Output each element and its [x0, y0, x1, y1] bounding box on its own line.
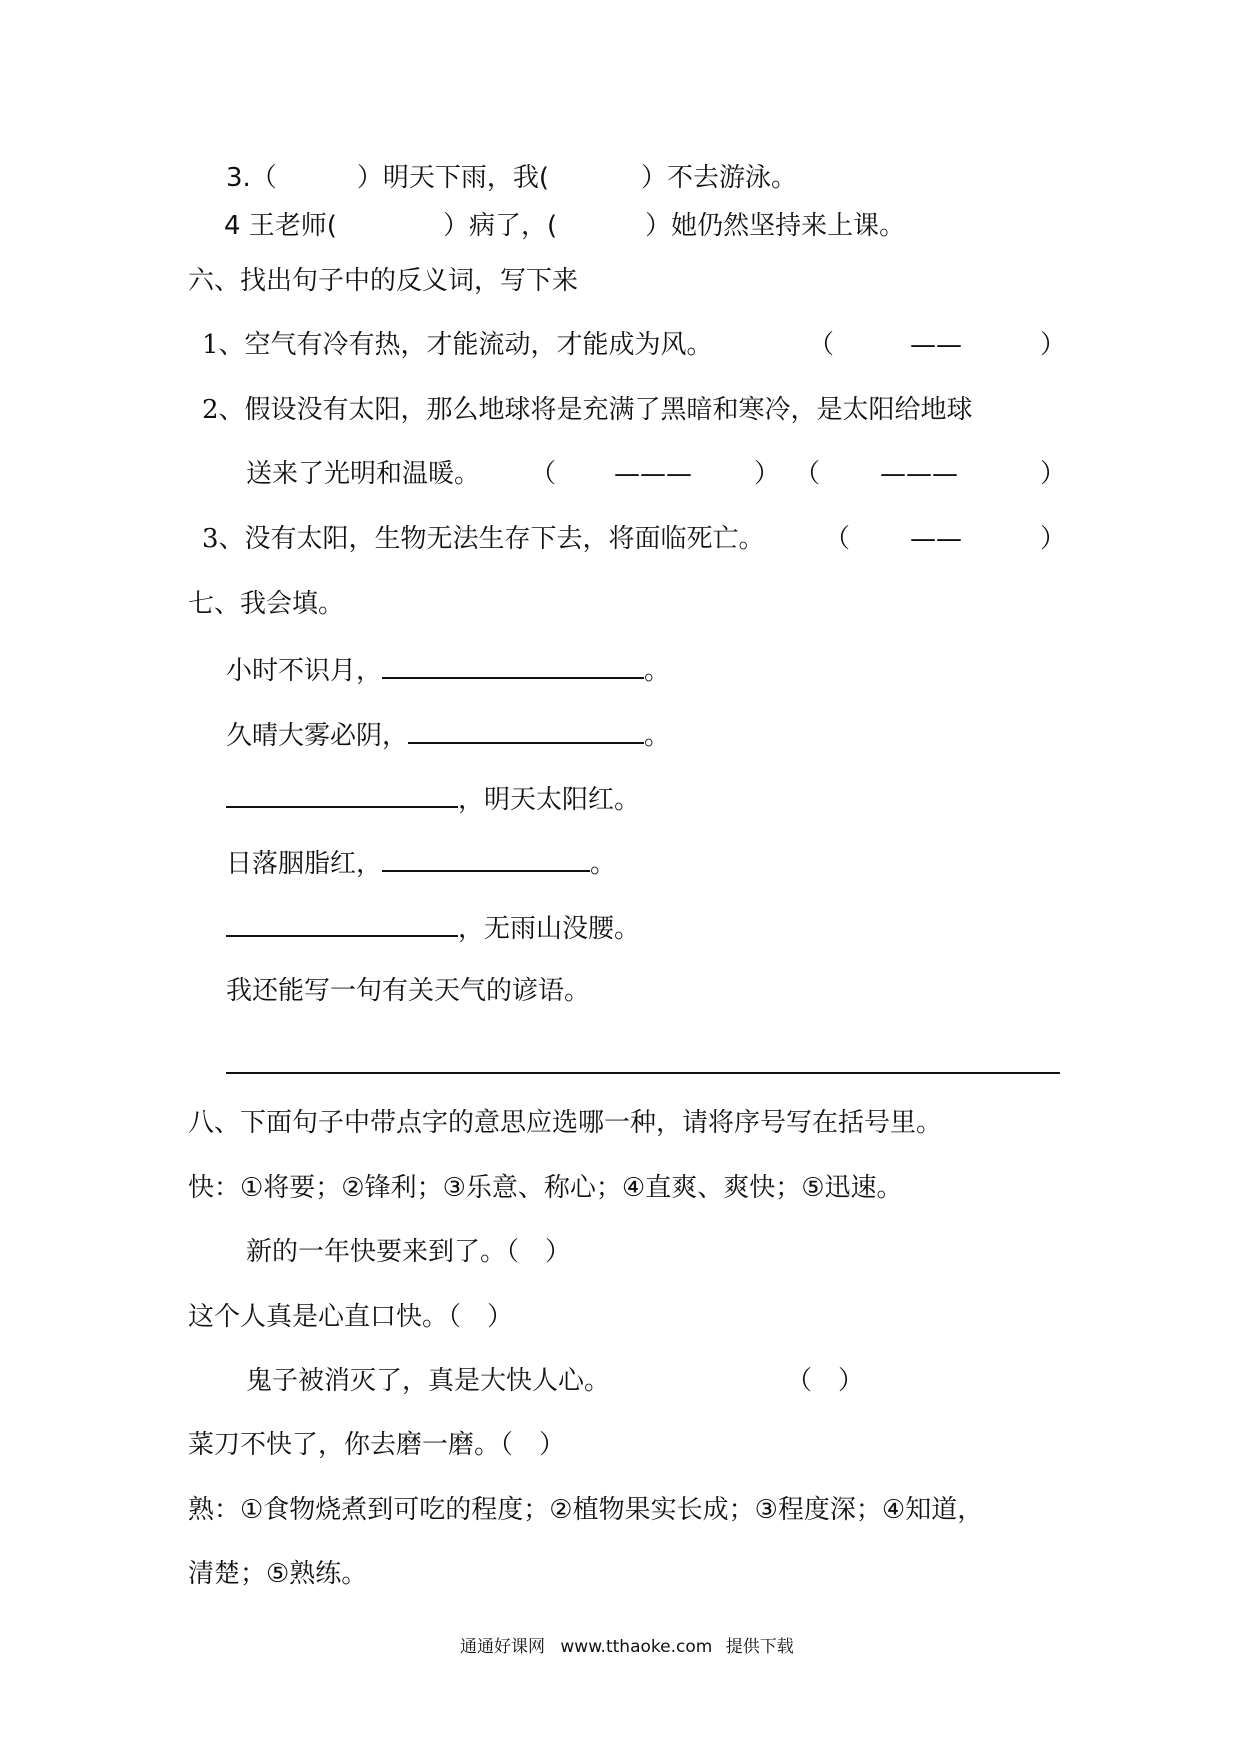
conj-item-3-a: 3.（ [226, 163, 277, 193]
proverb-line-1-blank[interactable] [382, 651, 644, 679]
footer-url[interactable]: www.tthaoke.com [560, 1637, 713, 1657]
kuai-sentence-2: 这个人真是心直口快。（ ） [188, 1302, 514, 1332]
section-7-heading: 七、我会填。 [188, 589, 345, 619]
proverb-line-4-pre: 日落胭脂红， [226, 849, 383, 879]
proverb-line-4 [226, 844, 616, 881]
antonym-item-2-close2: ） [1040, 459, 1067, 489]
proverb-line-4-blank[interactable] [382, 844, 590, 872]
antonym-item-1-close: ） [1040, 330, 1067, 360]
footer-tail: 提供下载 [725, 1637, 794, 1657]
antonym-item-2-line1: 2、假设没有太阳，那么地球将是充满了黑暗和寒冷，是太阳给地球 [202, 395, 973, 425]
conj-item-3 [226, 161, 797, 195]
proverb-line-1-post: 。 [644, 656, 671, 686]
antonym-item-2-line2: 送来了光明和温暖。 [246, 459, 481, 489]
proverb-line-4-post: 。 [590, 849, 617, 879]
antonym-item-2-close1: ） [754, 459, 781, 489]
section-8-heading: 八、下面句子中带点字的意思应选哪一种，请将序号写在括号里。 [188, 1108, 943, 1138]
proverb-line-1 [226, 651, 670, 688]
antonym-item-1-dash: —— [910, 330, 962, 360]
conj-item-4-b: ）病了，( [442, 211, 558, 241]
antonym-item-3-open: （ [824, 524, 851, 554]
kuai-sentence-4: 菜刀不快了，你去磨一磨。（ ） [188, 1430, 566, 1460]
antonym-item-3-close: ） [1040, 524, 1067, 554]
antonym-item-2-dash1: ——— [614, 459, 692, 489]
antonym-item-2-open1: （ [530, 459, 557, 489]
proverb-line-5 [226, 909, 640, 946]
conj-item-3-b: ）明天下雨，我( [356, 163, 549, 193]
proverb-prompt: 我还能写一句有关天气的谚语。 [226, 976, 591, 1006]
antonym-item-3: 3、没有太阳，生物无法生存下去，将面临死亡。 [202, 524, 765, 554]
footer-site: 通通好课网 [460, 1637, 545, 1657]
antonym-item-3-dash: —— [910, 524, 962, 554]
conj-item-4-c: ）她仍然坚持来上课。 [645, 211, 906, 241]
footer [460, 1632, 794, 1657]
shu-definitions-line1: 熟：①食物烧煮到可吃的程度；②植物果实长成；③程度深；④知道， [188, 1495, 984, 1525]
proverb-line-3-post: ，明天太阳红。 [458, 785, 641, 815]
conj-item-4-a: 4 王老师( [224, 211, 337, 241]
kuai-sentence-3: 鬼子被消灭了，真是大快人心。 [246, 1366, 611, 1396]
proverb-line-5-post: ，无雨山没腰。 [458, 914, 641, 944]
conj-item-3-c: ）不去游泳。 [640, 163, 797, 193]
proverb-line-1-pre: 小时不识月， [226, 656, 383, 686]
kuai-sentence-1: 新的一年快要来到了。（ ） [246, 1237, 572, 1267]
shu-definitions-line2: 清楚；⑤熟练。 [188, 1559, 368, 1589]
proverb-line-2-blank[interactable] [408, 716, 644, 744]
proverb-line-2-post: 。 [644, 721, 671, 751]
kuai-definitions: 快：①将要；②锋利；③乐意、称心；④直爽、爽快；⑤迅速。 [188, 1173, 903, 1203]
antonym-item-2-open2: （ [794, 459, 821, 489]
conj-item-4 [224, 209, 905, 243]
section-6-heading: 六、找出句子中的反义词，写下来 [188, 266, 579, 296]
proverb-answer-line[interactable] [226, 1072, 1060, 1074]
antonym-item-1-open: （ [808, 330, 835, 360]
proverb-line-3 [226, 780, 640, 817]
proverb-line-3-blank[interactable] [226, 780, 458, 808]
proverb-line-2-pre: 久晴大雾必阴， [226, 721, 409, 751]
antonym-item-1: 1、空气有冷有热，才能流动，才能成为风。 [202, 330, 713, 360]
kuai-sentence-3-paren: （ ） [786, 1366, 865, 1396]
proverb-line-2 [226, 716, 670, 753]
proverb-line-5-blank[interactable] [226, 909, 458, 937]
antonym-item-2-dash2: ——— [880, 459, 958, 489]
